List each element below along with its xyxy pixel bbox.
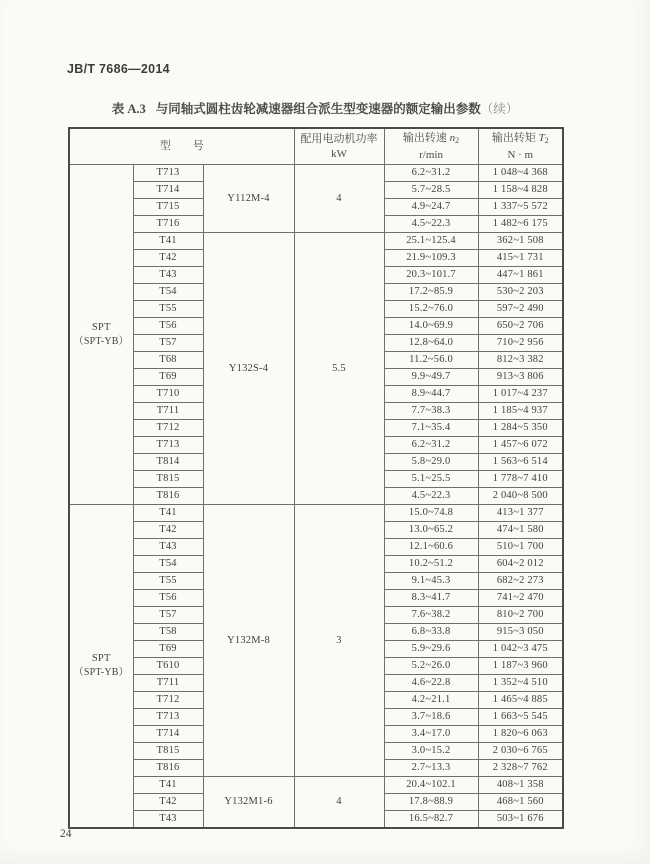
table-header-row	[69, 128, 563, 165]
output-torque-cell: 1 048~4 368	[478, 165, 563, 182]
model-cell: T712	[133, 692, 203, 709]
output-speed-cell: 14.0~69.9	[384, 318, 478, 335]
output-speed-cell: 8.9~44.7	[384, 386, 478, 403]
output-torque-cell: 741~2 470	[478, 590, 563, 607]
motor-power-cell: 4	[294, 777, 384, 829]
output-torque-cell: 362~1 508	[478, 233, 563, 250]
output-torque-cell: 2 030~6 765	[478, 743, 563, 760]
table-caption	[68, 99, 562, 117]
output-torque-cell: 408~1 358	[478, 777, 563, 794]
output-speed-cell: 4.5~22.3	[384, 488, 478, 505]
output-speed-cell: 12.1~60.6	[384, 539, 478, 556]
output-torque-cell: 1 352~4 510	[478, 675, 563, 692]
output-torque-cell: 1 337~5 572	[478, 199, 563, 216]
series-designation-cell	[69, 165, 133, 505]
header-speed-unit: r/min	[419, 148, 443, 161]
model-cell: T815	[133, 743, 203, 760]
output-torque-cell: 1 778~7 410	[478, 471, 563, 488]
model-cell: T815	[133, 471, 203, 488]
output-speed-cell: 11.2~56.0	[384, 352, 478, 369]
header-power-unit: kW	[331, 147, 347, 160]
series-subname: （SPT-YB）	[73, 335, 129, 347]
header-output-speed	[384, 128, 478, 165]
output-torque-cell: 1 158~4 828	[478, 182, 563, 199]
output-torque-cell: 2 328~7 762	[478, 760, 563, 777]
table-caption-text: 与同轴式圆柱齿轮减速器组合派生型变速器的额定输出参数	[155, 102, 481, 116]
output-torque-cell: 415~1 731	[478, 250, 563, 267]
header-motor-power	[294, 128, 384, 165]
output-torque-cell: 1 185~4 937	[478, 403, 563, 420]
output-torque-cell: 474~1 580	[478, 522, 563, 539]
model-cell: T68	[133, 352, 203, 369]
model-cell: T610	[133, 658, 203, 675]
output-speed-cell: 17.8~88.9	[384, 794, 478, 811]
output-torque-cell: 1 482~6 175	[478, 216, 563, 233]
output-speed-cell: 13.0~65.2	[384, 522, 478, 539]
model-cell: T54	[133, 556, 203, 573]
output-torque-cell: 650~2 706	[478, 318, 563, 335]
output-speed-cell: 9.1~45.3	[384, 573, 478, 590]
output-speed-cell: 3.0~15.2	[384, 743, 478, 760]
output-torque-cell: 1 457~6 072	[478, 437, 563, 454]
output-speed-cell: 9.9~49.7	[384, 369, 478, 386]
output-torque-cell: 1 663~5 545	[478, 709, 563, 726]
motor-power-cell: 3	[294, 505, 384, 777]
model-cell: T56	[133, 318, 203, 335]
model-cell: T43	[133, 811, 203, 829]
output-torque-cell: 710~2 956	[478, 335, 563, 352]
model-cell: T814	[133, 454, 203, 471]
header-torque-label: 输出转矩 $T_2$	[491, 131, 549, 145]
output-speed-cell: 7.1~35.4	[384, 420, 478, 437]
output-speed-cell: 21.9~109.3	[384, 250, 478, 267]
model-cell: T714	[133, 182, 203, 199]
output-torque-cell: 604~2 012	[478, 556, 563, 573]
model-cell: T713	[133, 709, 203, 726]
model-cell: T42	[133, 522, 203, 539]
output-speed-cell: 6.2~31.2	[384, 437, 478, 454]
output-speed-cell: 10.2~51.2	[384, 556, 478, 573]
model-cell: T42	[133, 794, 203, 811]
output-speed-cell: 5.8~29.0	[384, 454, 478, 471]
output-speed-cell: 16.5~82.7	[384, 811, 478, 829]
header-output-torque	[478, 128, 563, 165]
output-speed-cell: 5.9~29.6	[384, 641, 478, 658]
model-cell: T816	[133, 760, 203, 777]
model-cell: T69	[133, 641, 203, 658]
output-speed-cell: 5.7~28.5	[384, 182, 478, 199]
output-speed-cell: 2.7~13.3	[384, 760, 478, 777]
model-cell: T41	[133, 777, 203, 794]
output-speed-cell: 20.4~102.1	[384, 777, 478, 794]
output-torque-cell: 597~2 490	[478, 301, 563, 318]
model-cell: T58	[133, 624, 203, 641]
output-speed-cell: 3.7~18.6	[384, 709, 478, 726]
output-speed-cell: 7.6~38.2	[384, 607, 478, 624]
output-torque-cell: 2 040~8 500	[478, 488, 563, 505]
output-torque-cell: 812~3 382	[478, 352, 563, 369]
document-code: JB/T 7686—2014	[67, 62, 170, 76]
model-cell: T43	[133, 267, 203, 284]
motor-model-cell: Y132M1-6	[203, 777, 294, 829]
table-row	[69, 777, 563, 794]
model-cell: T54	[133, 284, 203, 301]
output-torque-cell: 1 820~6 063	[478, 726, 563, 743]
output-torque-cell: 1 284~5 350	[478, 420, 563, 437]
output-speed-cell: 5.1~25.5	[384, 471, 478, 488]
output-torque-cell: 1 042~3 475	[478, 641, 563, 658]
page-number: 24	[60, 828, 72, 840]
table-caption-suffix: （续）	[480, 102, 519, 116]
motor-power-cell: 4	[294, 165, 384, 233]
output-torque-cell: 468~1 560	[478, 794, 563, 811]
output-torque-cell: 682~2 273	[478, 573, 563, 590]
table-row	[69, 505, 563, 522]
model-cell: T715	[133, 199, 203, 216]
series-subname: （SPT-YB）	[73, 667, 129, 678]
output-torque-cell: 1 017~4 237	[478, 386, 563, 403]
output-torque-cell: 810~2 700	[478, 607, 563, 624]
model-cell: T713	[133, 437, 203, 454]
series-name: SPT	[91, 321, 111, 333]
model-cell: T57	[133, 607, 203, 624]
output-speed-cell: 4.2~21.1	[384, 692, 478, 709]
output-speed-cell: 4.5~22.3	[384, 216, 478, 233]
output-speed-cell: 8.3~41.7	[384, 590, 478, 607]
model-cell: T55	[133, 573, 203, 590]
header-power-label: 配用电动机功率	[300, 132, 378, 145]
table-caption-label: 表 A.3	[111, 102, 146, 116]
model-cell: T714	[133, 726, 203, 743]
model-cell: T55	[133, 301, 203, 318]
model-cell: T56	[133, 590, 203, 607]
output-torque-cell: 1 187~3 960	[478, 658, 563, 675]
motor-power-cell: 5.5	[294, 233, 384, 505]
table-row	[69, 165, 563, 182]
output-torque-cell: 1 563~6 514	[478, 454, 563, 471]
model-cell: T43	[133, 539, 203, 556]
output-speed-cell: 15.0~74.8	[384, 505, 478, 522]
output-speed-cell: 4.6~22.8	[384, 675, 478, 692]
table-row	[69, 233, 563, 250]
header-torque-unit: N · m	[507, 148, 534, 161]
output-speed-cell: 12.8~64.0	[384, 335, 478, 352]
output-speed-cell: 5.2~26.0	[384, 658, 478, 675]
model-cell: T711	[133, 403, 203, 420]
model-cell: T816	[133, 488, 203, 505]
output-speed-cell: 15.2~76.0	[384, 301, 478, 318]
output-speed-cell: 17.2~85.9	[384, 284, 478, 301]
motor-model-cell: Y112M-4	[203, 165, 294, 233]
header-model	[69, 128, 294, 165]
motor-model-cell: Y132S-4	[203, 233, 294, 505]
output-torque-cell: 447~1 861	[478, 267, 563, 284]
model-cell: T57	[133, 335, 203, 352]
model-cell: T713	[133, 165, 203, 182]
header-speed-label: 输出转速 $n_2$	[402, 131, 460, 145]
header-model-label: 型 号	[159, 140, 204, 152]
output-speed-cell: 25.1~125.4	[384, 233, 478, 250]
output-torque-cell: 503~1 676	[478, 811, 563, 829]
series-name: SPT	[91, 653, 111, 664]
rated-output-parameters-table	[68, 127, 564, 829]
series-designation-cell	[69, 505, 133, 829]
motor-model-cell: Y132M-8	[203, 505, 294, 777]
output-speed-cell: 3.4~17.0	[384, 726, 478, 743]
output-torque-cell: 413~1 377	[478, 505, 563, 522]
output-speed-cell: 20.3~101.7	[384, 267, 478, 284]
model-cell: T710	[133, 386, 203, 403]
model-cell: T712	[133, 420, 203, 437]
model-cell: T41	[133, 233, 203, 250]
model-cell: T711	[133, 675, 203, 692]
output-speed-cell: 4.9~24.7	[384, 199, 478, 216]
model-cell: T69	[133, 369, 203, 386]
output-speed-cell: 6.8~33.8	[384, 624, 478, 641]
output-torque-cell: 510~1 700	[478, 539, 563, 556]
output-torque-cell: 1 465~4 885	[478, 692, 563, 709]
output-torque-cell: 530~2 203	[478, 284, 563, 301]
model-cell: T41	[133, 505, 203, 522]
output-speed-cell: 6.2~31.2	[384, 165, 478, 182]
model-cell: T716	[133, 216, 203, 233]
model-cell: T42	[133, 250, 203, 267]
output-torque-cell: 915~3 050	[478, 624, 563, 641]
output-speed-cell: 7.7~38.3	[384, 403, 478, 420]
output-torque-cell: 913~3 806	[478, 369, 563, 386]
